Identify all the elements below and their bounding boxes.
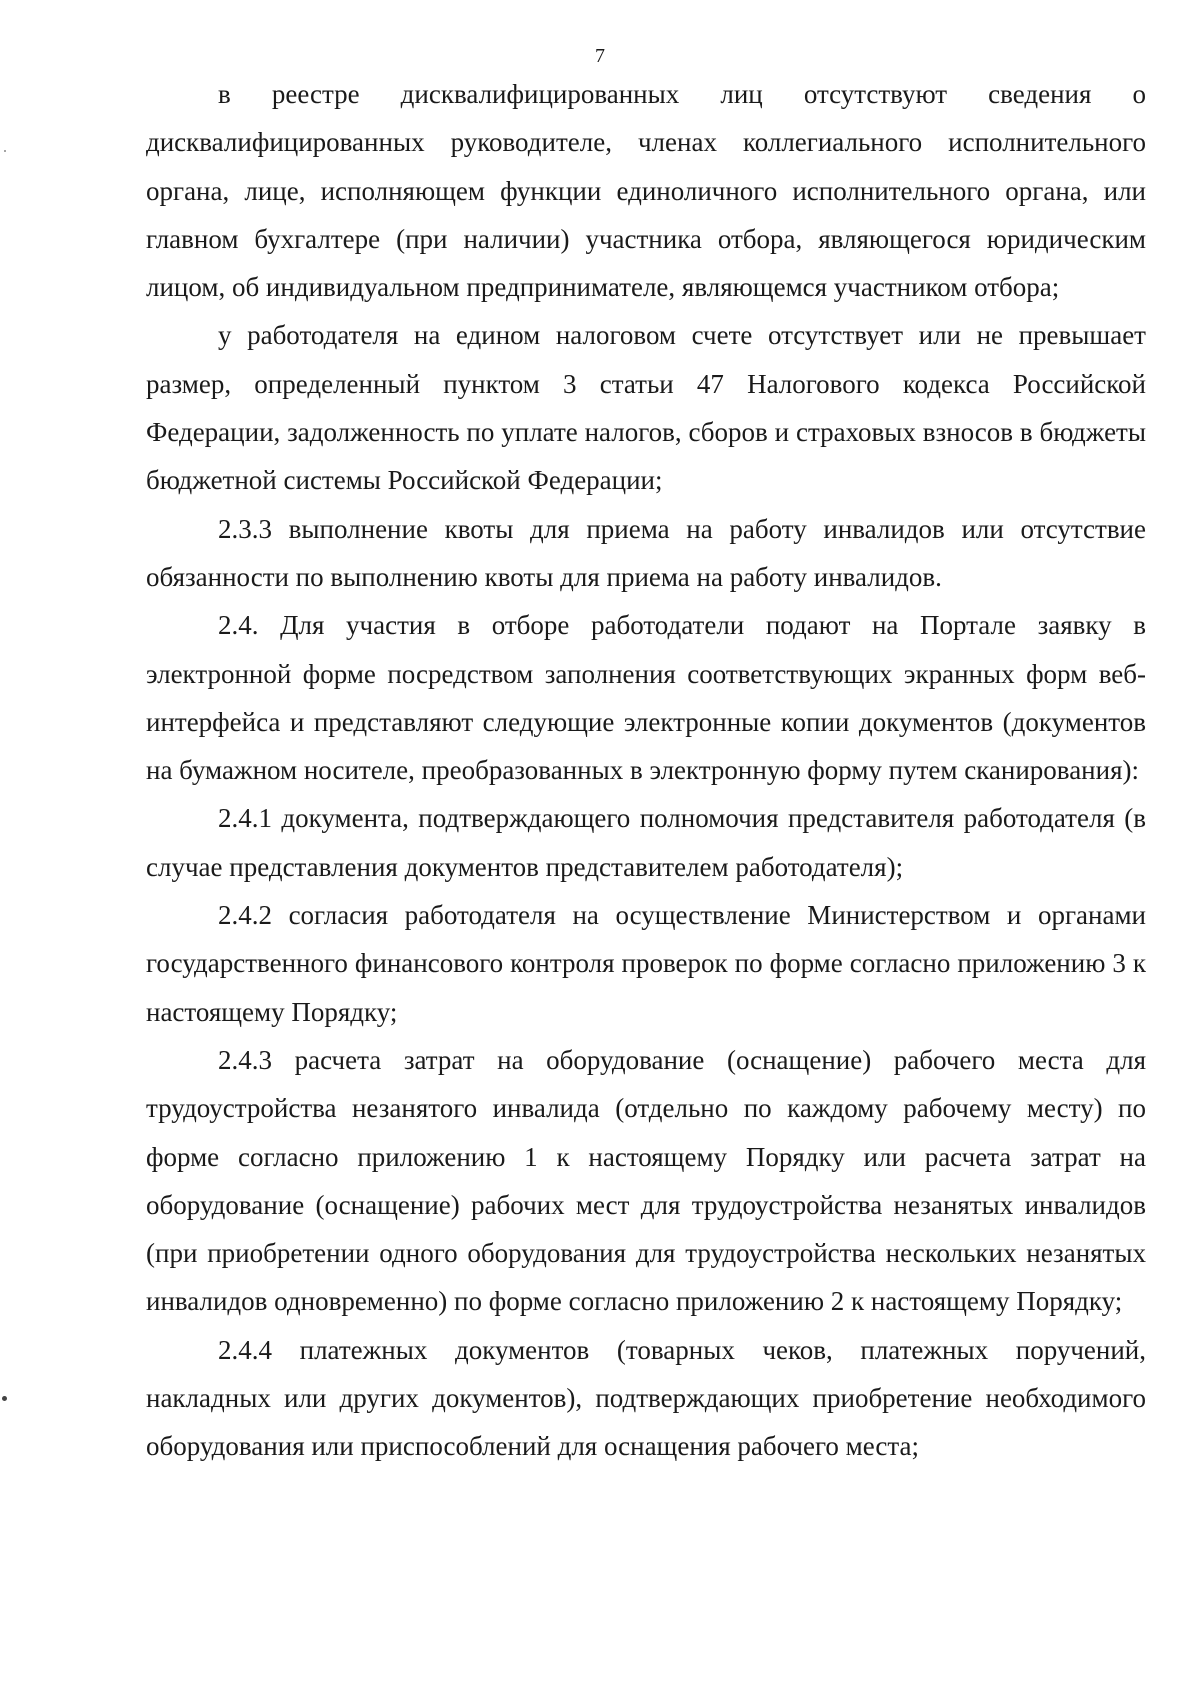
page-number: 7: [595, 45, 605, 67]
paragraph-disqualified-registry: в реестре дисквалифицированных лиц отсутствуют сведения о дисквалифицированных руководителе, членах коллегиального исполнительного органа, лице, исполняющем функции единоличного исполнительного органа, или главном бухгалтере (при наличии) участника отбора, являющегося юридическим лицом, об индивидуальном предпринимателе, являющемся участником отбора;: [146, 79, 1146, 303]
paragraph-2-3-3: 2.3.3 выполнение квоты для приема на работу инвалидов или отсутствие обязанности по выполнению квоты для приема на работу инвалидов.: [146, 513, 1146, 592]
paragraph-2-4-3: 2.4.3 расчета затрат на оборудование (оснащение) рабочего места для трудоустройства незанятого инвалида (отдельно по каждому рабочему месту) по форме согласно приложению 1 к настоящему Порядку или расчета затрат на оборудование (оснащение) рабочих мест для трудоустройства незанятых инвалидов (при приобретении одного оборудования для трудоустройства нескольких незанятых инвалидов одновременно) по форме согласно приложению 2 к настоящему Порядку;: [146, 1044, 1146, 1317]
paragraph-tax-debt: у работодателя на едином налоговом счете отсутствует или не превышает размер, определенный пунктом 3 статьи 47 Налогового кодекса Российской Федерации, задолженность по уплате налогов, сборов и страховых взносов в бюджеты бюджетной системы Российской Федерации;: [146, 320, 1146, 496]
paragraph-2-4-4: 2.4.4 платежных документов (товарных чеков, платежных поручений, накладных или других документов), подтверждающих приобретение необходимого оборудования или приспособлений для оснащения рабочего места;: [146, 1334, 1146, 1462]
scan-speck-mark: [4, 150, 6, 152]
paragraph-2-4-2: 2.4.2 согласия работодателя на осуществление Министерством и органами государственного финансового контроля проверок по форме согласно приложению 3 к настоящему Порядку;: [146, 900, 1146, 1027]
paragraph-2-4: 2.4. Для участия в отборе работодатели подают на Портале заявку в электронной форме посредством заполнения соответствующих экранных форм веб-интерфейса и представляют следующие электронные копии документов (документов на бумажном носителе, преобразованных в электронную форму путем сканирования):: [146, 610, 1146, 786]
document-body: [146, 70, 1146, 1471]
scan-dot-mark: [2, 1396, 7, 1401]
paragraph-2-4-1: 2.4.1 документа, подтверждающего полномочия представителя работодателя (в случае представления документов представителем работодателя);: [146, 803, 1146, 882]
